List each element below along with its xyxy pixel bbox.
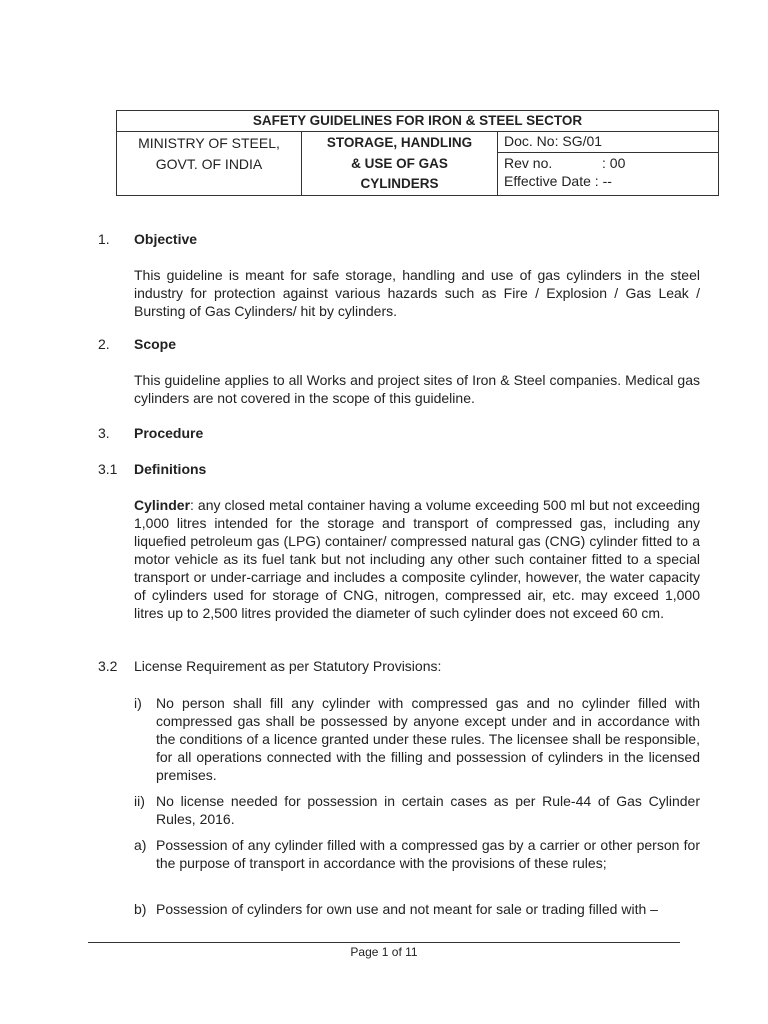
topic-line-1: STORAGE, HANDLING bbox=[326, 135, 473, 150]
topic-line-2: & USE OF GAS bbox=[351, 155, 448, 171]
definition-cylinder bbox=[134, 496, 700, 622]
objective-paragraph: This guideline is meant for safe storage, handling and use of gas cylinders in the steel industry for protection against various hazards such as Fire / Explosion / Gas Leak / Bursting of Gas Cylinders/ hit by cylinders. bbox=[134, 267, 700, 319]
section-number: 3. bbox=[98, 425, 110, 441]
item-text: No license needed for possession in certain cases as per Rule-44 of Gas Cylinder Rules, 2016. bbox=[156, 793, 700, 827]
section-title: Objective bbox=[134, 231, 198, 247]
definition-term: Cylinder bbox=[134, 497, 191, 513]
scope-paragraph: This guideline applies to all Works and project sites of Iron & Steel companies. Medical gas cylinders are not covered in the scope of this guideline. bbox=[134, 372, 700, 406]
header-table bbox=[116, 110, 719, 196]
revision-cell bbox=[498, 152, 719, 195]
section-number: 1. bbox=[98, 231, 110, 247]
section-license-heading bbox=[98, 658, 441, 674]
license-item-ii bbox=[134, 792, 700, 828]
topic-line-3: CYLINDERS bbox=[360, 176, 439, 191]
section-definitions-heading bbox=[98, 461, 206, 477]
section-title: Procedure bbox=[134, 425, 204, 441]
section-number: 3.1 bbox=[98, 461, 118, 477]
document-title: SAFETY GUIDELINES FOR IRON & STEEL SECTOR bbox=[117, 111, 719, 132]
section-procedure-heading bbox=[98, 425, 203, 441]
license-item-a bbox=[134, 836, 700, 872]
section-number: 3.2 bbox=[98, 658, 118, 674]
effective-date: Effective Date : -- bbox=[504, 172, 612, 189]
ministry-line-2: GOVT. OF INDIA bbox=[155, 156, 263, 172]
section-title: Definitions bbox=[134, 461, 207, 477]
item-text: Possession of any cylinder filled with a compressed gas by a carrier or other person for the purpose of transport in accordance with the provisions of these rules; bbox=[156, 837, 700, 871]
section-title: License Requirement as per Statutory Provisions: bbox=[134, 658, 442, 674]
rev-label: Rev no. bbox=[504, 154, 553, 171]
section-number: 2. bbox=[98, 336, 110, 352]
item-marker: b) bbox=[134, 901, 147, 917]
item-marker: ii) bbox=[134, 793, 145, 809]
footer-divider bbox=[88, 942, 680, 943]
section-scope-heading bbox=[98, 336, 176, 352]
ministry-line-1: MINISTRY OF STEEL, bbox=[138, 135, 280, 151]
item-text: No person shall fill any cylinder with compressed gas and no cylinder filled with compressed gas shall be possessed by anyone except under and in accordance with the conditions of a licence granted under these rules. The licensee shall be responsible, for all operations connected with the filling and possession of cylinders in the licensed premises. bbox=[156, 695, 700, 783]
license-item-i bbox=[134, 694, 700, 784]
item-marker: i) bbox=[134, 695, 142, 711]
section-objective-heading bbox=[98, 231, 197, 247]
section-title: Scope bbox=[134, 336, 177, 352]
topic-cell bbox=[302, 132, 498, 196]
item-text: Possession of cylinders for own use and not meant for sale or trading filled with – bbox=[156, 901, 658, 917]
ministry-cell bbox=[117, 132, 302, 196]
item-marker: a) bbox=[134, 837, 147, 853]
license-item-b bbox=[134, 900, 700, 918]
definition-text: : any closed metal container having a volume exceeding 500 ml but not exceeding 1,000 litres intended for the storage and transport of compressed gas, including any liquefied petroleum gas (LPG) container/ compressed natural gas (CNG) cylinder fitted to a motor vehicle as its fuel tank but not including any other such container fitted to a special transport or under-carriage and includes a composite cylinder, however, the water capacity of cylinders used for storage of CNG, nitrogen, compressed air, etc. may exceed 1,000 litres up to 2,500 litres provided the diameter of such cylinder does not exceed 60 cm. bbox=[134, 497, 700, 621]
page-number: Page 1 of 11 bbox=[350, 945, 418, 959]
doc-number: Doc. No: SG/01 bbox=[498, 132, 719, 153]
rev-value: : 00 bbox=[602, 154, 626, 171]
